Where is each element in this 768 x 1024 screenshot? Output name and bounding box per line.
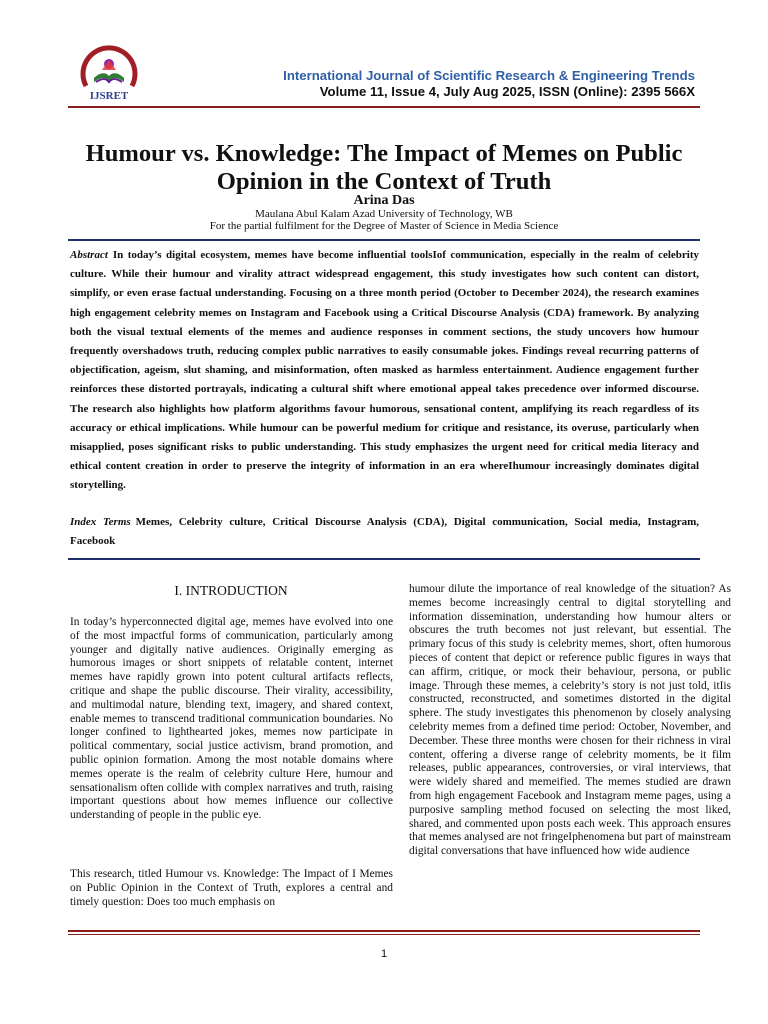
paper-title-line2: Opinion in the Context of Truth bbox=[216, 168, 552, 195]
index-terms-label: Index Terms bbox=[70, 516, 131, 528]
abstract bbox=[70, 246, 699, 496]
abstract-bottom-divider bbox=[68, 558, 700, 560]
author-affiliation: Maulana Abul Kalam Azad University of Technology, WB bbox=[255, 208, 513, 220]
author-name: Arina Das bbox=[353, 193, 415, 208]
footer-divider bbox=[68, 930, 700, 932]
index-terms bbox=[70, 513, 699, 551]
introduction-paragraph-2: This research, titled Humour vs. Knowledge: The Impact of I Memes on Public Opinion in the Context of Truth, explores a central and timely question: Does too much emphasis on bbox=[70, 868, 393, 908]
abstract-top-divider bbox=[68, 239, 700, 241]
section-heading-introduction: I. INTRODUCTION bbox=[174, 583, 288, 598]
paper-title-line1: Humour vs. Knowledge: The Impact of Memes on Public bbox=[85, 140, 683, 167]
header-divider bbox=[68, 106, 700, 108]
footer-divider-thin bbox=[68, 934, 700, 935]
introduction-right-column: humour dilute the importance of real knowledge of the situation? As memes become increasingly central to digital storytelling and information dissemination, understanding how humour alters or obscures the truth becomes not just relevant, but essential. The primary focus of this study is celebrity memes, short, often humorous pieces of content that depict or reference public figures in ways that can affirm, critique, or mock their behaviour, persona, or public image. Through these memes, a celebrity’s story is not just told, itIis constructed, reconstructed, and sometimes distorted in the digital sphere. The study investigates this phenomenon by closely analysing celebrity memes from a defined time period: October, November, and December. These three months were chosen for their richness in viral content, offering a diverse range of celebrity moments, be it film releases, public appearances, controversies, or viral interviews, that were widely shared and memeified. The memes studied are drawn from high engagement Facebook and Instagram meme pages, using a purposive sampling method focused on selecting the most liked, shared, and commented upon posts each week. This approach ensures that memes analysed are not fringeIphenomena but part of mainstream digital conversations that have influenced how wide audience bbox=[409, 583, 731, 858]
introduction-paragraph-1: In today’s hyperconnected digital age, memes have evolved into one of the most impactful forms of communication, particularly among younger and digitally native audiences. Originally emerging as humorous images or short snippets of relatable content, internet memes have rapidly grown into potent cultural artifacts reflects, critique and shape the public discourse. Their virality, accessibility, and multimodal nature, blending text, imagery, and shared context, enable memes to transcend traditional communication boundaries. No longer confined to lighthearted jokes, memes now participate in political commentary, social justice activism, brand promotion, and public opinion formation. Among the most notable domains where memes operate is the realm of celebrity culture Here, humour and sensationalism often collide with complex narratives and truth, raising important questions about how memes influence our collective understanding of people in the public eye. bbox=[70, 616, 393, 822]
journal-logo bbox=[72, 42, 146, 102]
journal-logo-icon bbox=[72, 42, 146, 102]
abstract-text: In today’s digital ecosystem, memes have become influential toolsIof communication, especially in the realm of celebrity culture. While their humour and virality attract widespread engagement, this study investigates how such content can distort, simplify, or even erase factual understanding. Focusing on a three month period (October to December 2024), the research examines high engagement celebrity memes on Instagram and Facebook using a Critical Discourse Analysis (CDA) framework. By analyzing both the visual textual elements of the memes and audience responses in comment sections, the study uncovers how humour frequently overshadows truth, reducing complex public narratives to easily consumable jokes. Findings reveal recurring patterns of objectification, ageism, slut shaming, and misinformation, often masked as harmless entertainment. Audience engagement further reinforces these distorted portrayals, indicating a cultural shift where emotional appeal takes precedence over informed discourse. The research also highlights how platform algorithms favour humorous, sensational content, amplifying its reach regardless of its accuracy or ethical implications. While humour can be powerful medium for critique and resistance, its overuse, particularly when misapplied, poses significant risks to public understanding. This study emphasizes the urgent need for critical media literacy and ethical content creation in order to preserve the integrity of information in an era whereIhumour increasingly dominates digital storytelling. bbox=[70, 249, 699, 492]
paper-title bbox=[40, 140, 728, 196]
page-number: 1 bbox=[380, 948, 388, 960]
index-terms-text: Memes, Celebrity culture, Critical Discourse Analysis (CDA), Digital communication, Social media, Instagram, Facebook bbox=[70, 516, 699, 547]
abstract-label: Abstract bbox=[70, 249, 108, 261]
degree-note: For the partial fulfilment for the Degree of Master of Science in Media Science bbox=[209, 220, 559, 232]
svg-text:IJSRET: IJSRET bbox=[89, 90, 129, 102]
journal-name: International Journal of Scientific Research & Engineering Trends bbox=[283, 68, 695, 83]
journal-issue-info: Volume 11, Issue 4, July Aug 2025, ISSN (Online): 2395 566X bbox=[319, 84, 695, 99]
